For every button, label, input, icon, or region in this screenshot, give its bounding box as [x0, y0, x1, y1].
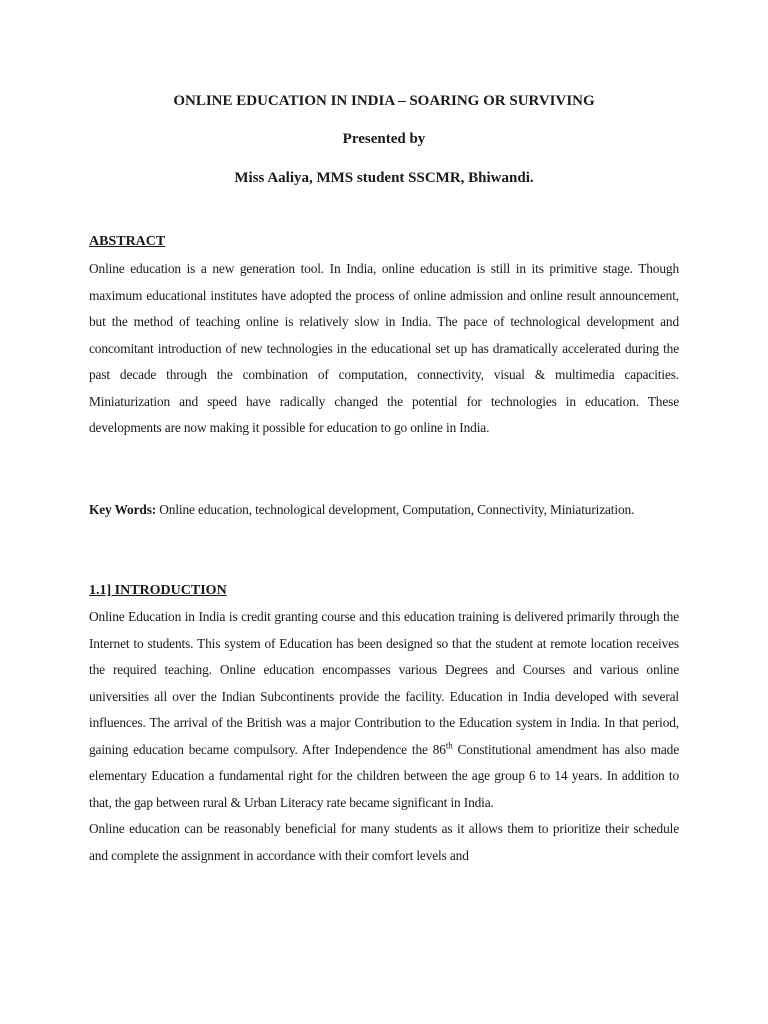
introduction-paragraph — [89, 604, 679, 869]
keywords-text: Online education, technological development, Computation, Connectivity, Miniaturization. — [159, 502, 635, 517]
introduction-heading: 1.1] INTRODUCTION — [89, 583, 227, 598]
introduction-text-part2: Constitutional amendment has also made elementary Education a fundamental right for the children between the age group 6 to 14 years. In addition to that, the gap between rural & Urban Literacy rate became significant in India. — [89, 741, 679, 810]
abstract-heading: ABSTRACT — [89, 234, 166, 249]
paper-title: ONLINE EDUCATION IN INDIA – SOARING OR SURVIVING — [173, 93, 595, 109]
keywords-label: Key Words: — [89, 502, 157, 517]
introduction-text-part3: Online education can be reasonably beneficial for many students as it allows them to prioritize their schedule and complete the assignment in accordance with their comfort levels and — [89, 821, 679, 863]
abstract-paragraph: Online education is a new generation tool. In India, online education is still in its primitive stage. Though maximum educational institutes have adopted the process of online admission and online result announcement, but the method of teaching online is relatively slow in India. The pace of technological development and concomitant introduction of new technologies in the educational set up has dramatically accelerated during the past decade through the combination of computation, connectivity, visual & multimedia capacities. Miniaturization and speed have radically changed the potential for technologies in education. These developments are now making it possible for education to go online in India. — [89, 261, 679, 435]
keywords-paragraph — [89, 497, 679, 524]
introduction-text-part1: Online Education in India is credit granting course and this education training is delivered primarily through the Internet to students. This system of Education has been designed so that the student at remote location receives the required teaching. Online education encompasses various Degrees and Courses and various online universities all over the Indian Subcontinents provide the facility. Education in India developed with several influences. The arrival of the British was a major Contribution to the Education system in India. In that period, gaining education became compulsory. After Independence the 86 — [89, 609, 679, 757]
presented-by-line: Presented by — [342, 131, 426, 147]
author-line: Miss Aaliya, MMS student SSCMR, Bhiwandi. — [234, 170, 534, 186]
ordinal-superscript: th — [445, 740, 453, 751]
